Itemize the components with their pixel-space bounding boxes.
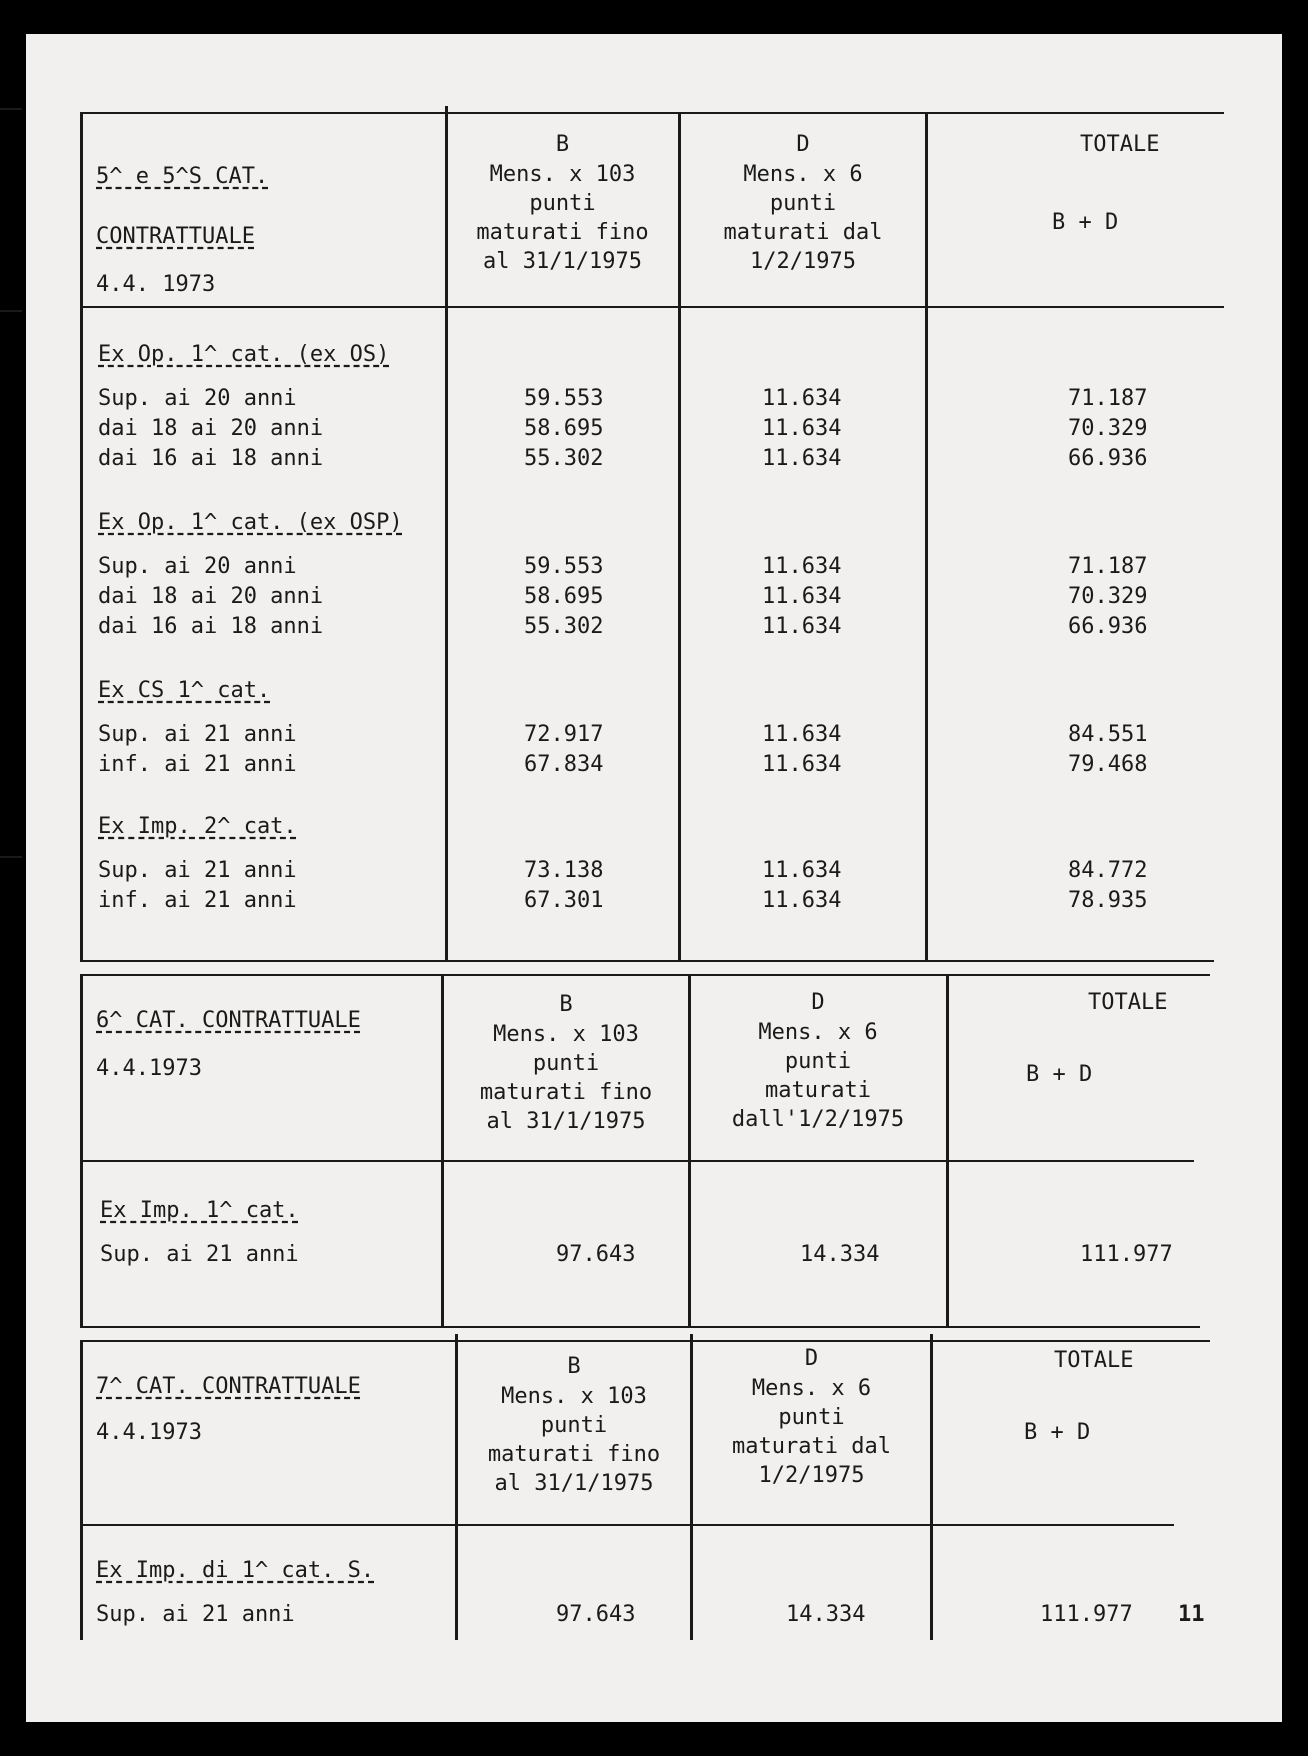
- row-value-d: 11.634: [762, 446, 842, 471]
- table-rule: [946, 974, 949, 1328]
- section2-date: 4.4.1973: [96, 1056, 202, 1081]
- row-total: 71.187: [1068, 554, 1148, 579]
- col-d-description: Mens. x 6 punti maturati dal 1/2/1975: [732, 1376, 891, 1488]
- row-label: Sup. ai 20 anni: [98, 554, 297, 579]
- row-total: 79.468: [1068, 752, 1148, 777]
- margin-mark: [0, 856, 22, 858]
- margin-mark: [0, 310, 22, 312]
- page-number: 11: [1178, 1602, 1205, 1627]
- row-value-d: 11.634: [762, 752, 842, 777]
- row-label: dai 18 ai 20 anni: [98, 584, 324, 609]
- col-d-letter: D: [796, 132, 810, 157]
- table-rule: [930, 1334, 933, 1640]
- col-d-description: Mens. x 6 punti maturati dall'1/2/1975: [731, 1020, 905, 1132]
- table-rule: [441, 974, 444, 1328]
- row-total: 70.329: [1068, 416, 1148, 441]
- table-rule: [80, 974, 1210, 976]
- section2-row-b: 97.643: [556, 1242, 636, 1267]
- col-d-description: Mens. x 6 punti maturati dal 1/2/1975: [723, 162, 883, 274]
- row-value-b: 67.834: [524, 752, 604, 777]
- col-b-description: Mens. x 103 punti maturati fino al 31/1/1975: [487, 1384, 661, 1496]
- row-label: Sup. ai 21 anni: [98, 858, 297, 883]
- row-total: 78.935: [1068, 888, 1148, 913]
- row-label: dai 16 ai 18 anni: [98, 614, 324, 639]
- row-total: 84.551: [1068, 722, 1148, 747]
- col-b-description: Mens. x 103 punti maturati fino al 31/1/1975: [479, 1022, 653, 1134]
- row-value-b: 55.302: [524, 614, 604, 639]
- table-rule: [455, 1334, 458, 1640]
- section3-row-d: 14.334: [786, 1602, 866, 1627]
- table-rule: [80, 112, 1224, 114]
- section3-row-b: 97.643: [556, 1602, 636, 1627]
- col-d-letter: D: [811, 990, 825, 1015]
- row-value-b: 55.302: [524, 446, 604, 471]
- section3-title: 7^ CAT. CONTRATTUALE: [96, 1374, 361, 1399]
- row-value-d: 11.634: [762, 584, 842, 609]
- col-total-label: TOTALE: [1054, 1348, 1134, 1373]
- group-heading: Ex Imp. 2^ cat.: [98, 814, 297, 839]
- section3-date: 4.4.1973: [96, 1420, 202, 1445]
- row-label: inf. ai 21 anni: [98, 888, 297, 913]
- row-total: 66.936: [1068, 614, 1148, 639]
- section2-row-d: 14.334: [800, 1242, 880, 1267]
- row-total: 70.329: [1068, 584, 1148, 609]
- table-rule: [690, 1334, 693, 1640]
- row-total: 66.936: [1068, 446, 1148, 471]
- section3-heading: Ex Imp. di 1^ cat. S.: [96, 1558, 375, 1583]
- row-value-d: 11.634: [762, 858, 842, 883]
- table-rule: [80, 1326, 1200, 1328]
- row-value-d: 11.634: [762, 554, 842, 579]
- row-label: dai 16 ai 18 anni: [98, 446, 324, 471]
- row-value-d: 11.634: [762, 888, 842, 913]
- col-d-letter: D: [804, 1346, 819, 1371]
- table-rule: [925, 112, 928, 962]
- group-heading: Ex Op. 1^ cat. (ex OS): [98, 342, 390, 367]
- col-b-letter: B: [567, 1354, 581, 1379]
- col-b-description: Mens. x 103 punti maturati fino al 31/1/1975: [476, 162, 649, 274]
- row-total: 84.772: [1068, 858, 1148, 883]
- row-label: inf. ai 21 anni: [98, 752, 297, 777]
- table-rule: [80, 974, 83, 1328]
- table-rule: [80, 1160, 1194, 1162]
- row-value-d: 11.634: [762, 614, 842, 639]
- col-b-letter: B: [559, 992, 573, 1017]
- section1-subtitle: CONTRATTUALE: [96, 224, 255, 249]
- table-rule: [80, 1340, 1210, 1342]
- table-rule: [445, 106, 448, 962]
- col-total-formula: B + D: [1026, 1062, 1093, 1087]
- row-value-b: 58.695: [524, 416, 604, 441]
- group-heading: Ex Op. 1^ cat. (ex OSP): [98, 510, 403, 535]
- table-rule: [80, 306, 1224, 308]
- col-total-formula: B + D: [1052, 210, 1119, 235]
- table-rule: [80, 112, 83, 962]
- section2-row-label: Sup. ai 21 anni: [100, 1242, 299, 1267]
- row-value-b: 58.695: [524, 584, 604, 609]
- section1-title: 5^ e 5^S CAT.: [96, 164, 269, 189]
- row-value-d: 11.634: [762, 416, 842, 441]
- group-heading: Ex CS 1^ cat.: [98, 678, 271, 703]
- section3-row-total: 111.977: [1040, 1602, 1133, 1627]
- col-b-letter: B: [555, 132, 570, 157]
- col-total-formula: B + D: [1024, 1420, 1091, 1445]
- row-label: Sup. ai 20 anni: [98, 386, 297, 411]
- section1-date: 4.4. 1973: [96, 272, 216, 297]
- row-value-d: 11.634: [762, 722, 842, 747]
- table-rule: [688, 974, 691, 1328]
- section3-row-label: Sup. ai 21 anni: [96, 1602, 295, 1627]
- margin-mark: [0, 108, 22, 110]
- table-rule: [80, 1524, 1174, 1526]
- row-value-b: 59.553: [524, 554, 604, 579]
- row-value-d: 11.634: [762, 386, 842, 411]
- section2-heading: Ex Imp. 1^ cat.: [100, 1198, 299, 1223]
- row-value-b: 72.917: [524, 722, 604, 747]
- row-total: 71.187: [1068, 386, 1148, 411]
- row-label: Sup. ai 21 anni: [98, 722, 297, 747]
- table-rule: [80, 960, 1214, 962]
- row-value-b: 59.553: [524, 386, 604, 411]
- section2-row-total: 111.977: [1080, 1242, 1173, 1267]
- table-rule: [80, 1340, 83, 1640]
- section2-title: 6^ CAT. CONTRATTUALE: [96, 1008, 361, 1033]
- row-value-b: 67.301: [524, 888, 604, 913]
- col-total-label: TOTALE: [1088, 990, 1168, 1015]
- col-total-label: TOTALE: [1080, 132, 1160, 157]
- table-rule: [678, 112, 681, 962]
- row-value-b: 73.138: [524, 858, 604, 883]
- row-label: dai 18 ai 20 anni: [98, 416, 324, 441]
